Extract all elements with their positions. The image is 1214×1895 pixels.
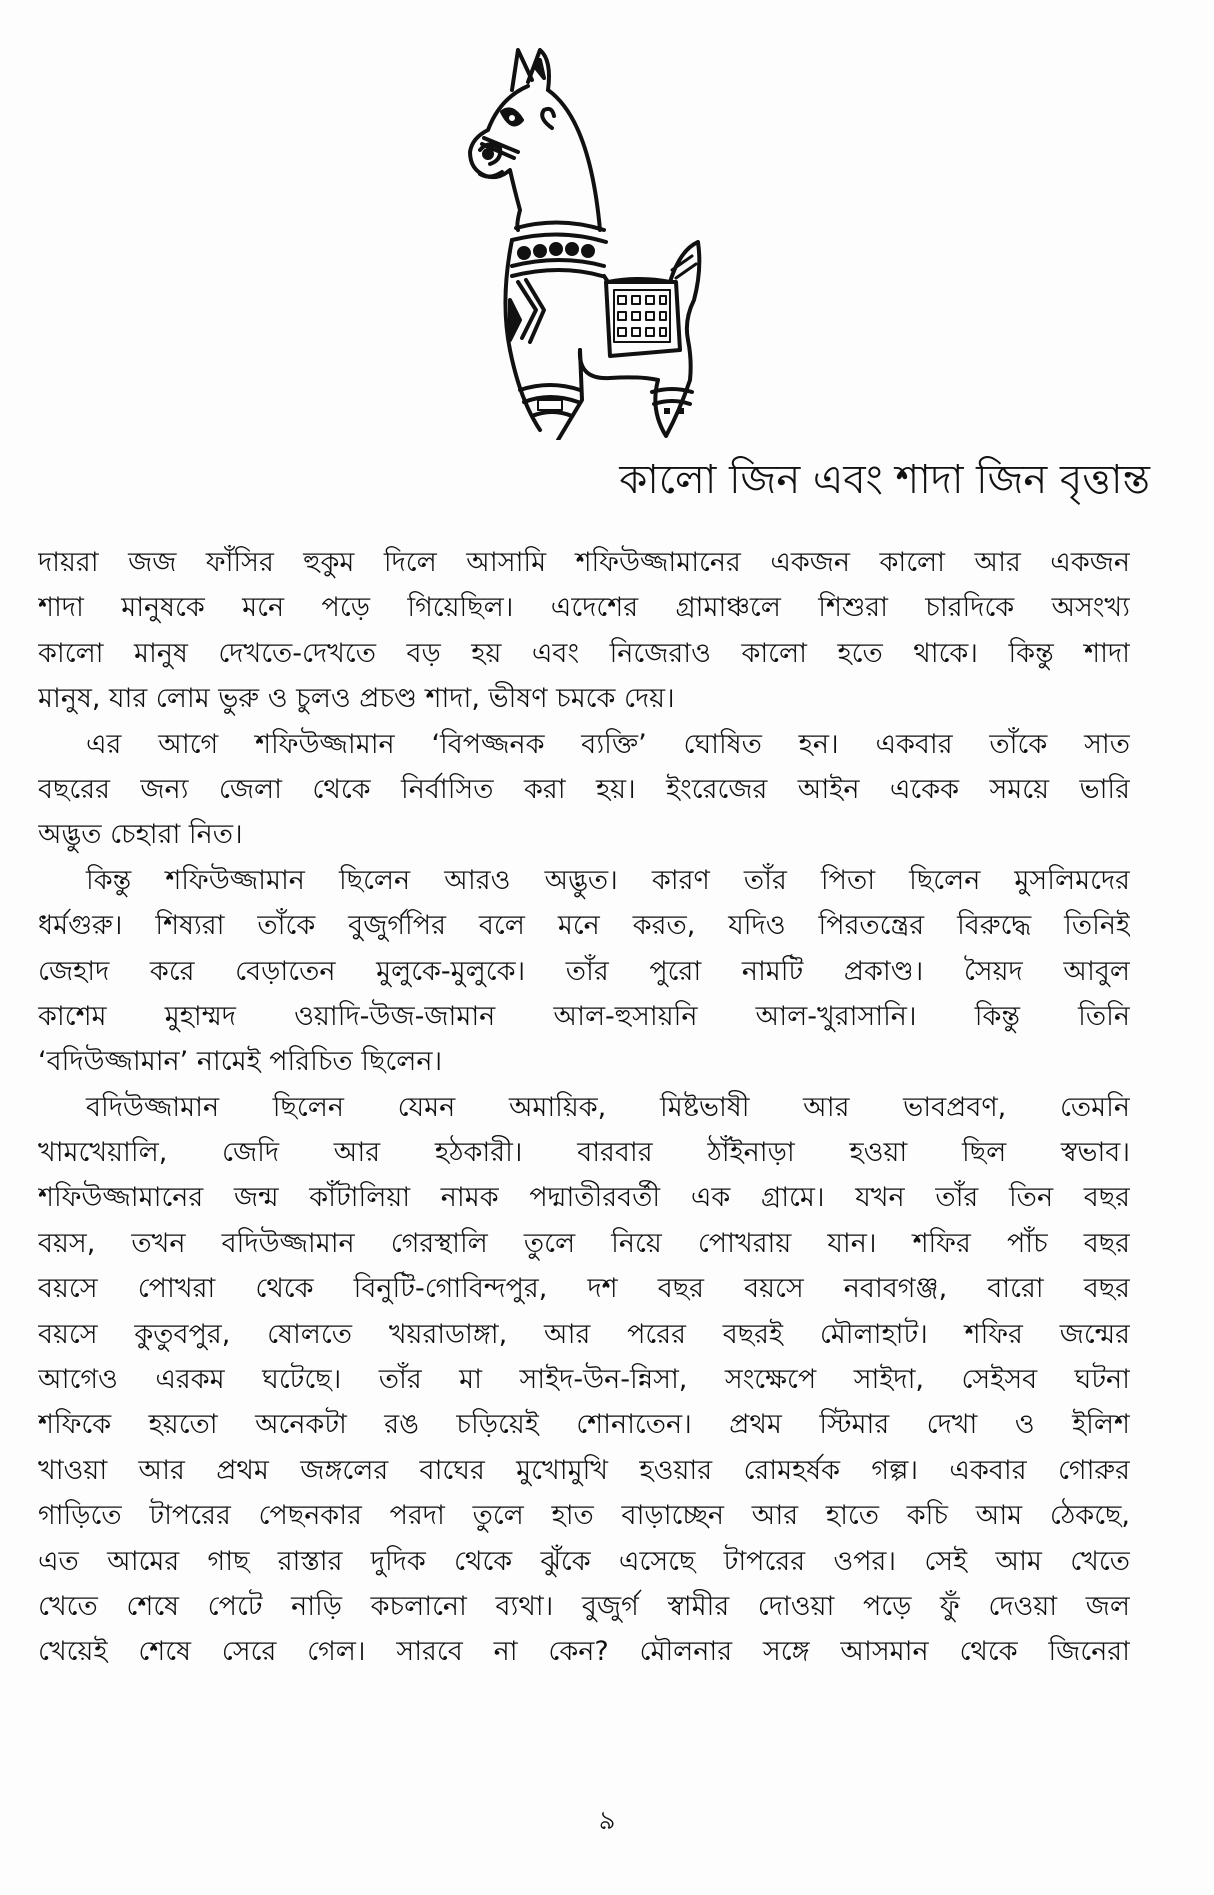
text-line: শাদা মানুষকে মনে পড়ে গিয়েছিল। এদেশের গ্রামাঞ্চলে শিশুরা চারদিকে অসংখ্য [38, 592, 1130, 624]
text-line: খাওয়া আর প্রথম জঙ্গলের বাঘের মুখোমুখি হওয়ার রোমহর্ষক গল্প। একবার গোরুর [38, 1454, 1130, 1486]
chapter-title: কালো জিন এবং শাদা জিন বৃত্তান্ত [619, 457, 1150, 503]
text-line: কিন্তু শফিউজ্জামান ছিলেন আরও অদ্ভুত। কারণ তাঁর পিতা ছিলেন মুসলিমদের [86, 864, 1130, 896]
text-line: শফিউজ্জামানের জন্ম কাঁটালিয়া নামক পদ্মাতীরবর্তী এক গ্রামে। যখন তাঁর তিন বছর [38, 1182, 1130, 1214]
text-line: অদ্ভুত চেহারা নিত। [38, 819, 243, 851]
text-line: কালো মানুষ দেখতে-দেখতে বড় হয় এবং নিজেরাও কালো হতে থাকে। কিন্তু শাদা [38, 637, 1130, 669]
text-line: বদিউজ্জামান ছিলেন যেমন অমায়িক, মিষ্টভাষী আর ভাবপ্রবণ, তেমনি [86, 1091, 1130, 1123]
body-text [38, 540, 1130, 1675]
text-line: শফিকে হয়তো অনেকটা রঙ চড়িয়েই শোনাতেন। প্রথম স্টিমার দেখা ও ইলিশ [38, 1409, 1130, 1441]
text-line: এত আমের গাছ রাস্তার দুদিক থেকে ঝুঁকে এসেছে টাপরের ওপর। সেই আম খেতে [38, 1545, 1130, 1577]
text-line: মানুষ, যার লোম ভুরু ও চুলও প্রচণ্ড শাদা, ভীষণ চমকে দেয়। [38, 683, 675, 715]
text-line: বয়সে কুতুবপুর, ষোলতে খয়রাডাঙ্গা, আর পরের বছরই মৌলাহাট। শফির জন্মের [38, 1318, 1130, 1350]
text-line: দায়রা জজ ফাঁসির হুকুম দিলে আসামি শফিউজ্জামানের একজন কালো আর একজন [38, 547, 1130, 578]
text-line: বয়স, তখন বদিউজ্জামান গেরস্থালি তুলে নিয়ে পোখরায় যান। শফির পাঁচ বছর [38, 1227, 1130, 1259]
text-line: ‘বদিউজ্জামান’ নামেই পরিচিত ছিলেন। [38, 1046, 443, 1078]
text-line: গাড়িতে টাপরের পেছনকার পরদা তুলে হাত বাড়াচ্ছেন আর হাতে কচি আম ঠেকছে, [38, 1500, 1130, 1532]
text-line: খেতে শেষে পেটে নাড়ি কচলানো ব্যথা। বুজুর্গ স্বামীর দোওয়া পড়ে ফুঁ দেওয়া জল [38, 1590, 1130, 1622]
text-line: জেহাদ করে বেড়াতেন মুলুকে-মুলুকে। তাঁর পুরো নামটি প্রকাণ্ড। সৈয়দ আবুল [38, 955, 1130, 987]
text-line: আগেও এরকম ঘটেছে। তাঁর মা সাইদ-উন-ন্নিসা, সংক্ষেপে সাইদা, সেইসব ঘটনা [38, 1364, 1130, 1396]
toy-horse-illustration [440, 20, 720, 440]
text-line: কাশেম মুহাম্মদ ওয়াদি-উজ-জামান আল-হুসায়নি আল-খুরাসানি। কিন্তু তিনি [38, 1000, 1130, 1032]
text-line: খেয়েই শেষে সেরে গেল। সারবে না কেন? মৌলনার সঙ্গে আসমান থেকে জিনেরা [38, 1636, 1130, 1668]
text-line: খামখেয়ালি, জেদি আর হঠকারী। বারবার ঠাঁইনাড়া হওয়া ছিল স্বভাব। [38, 1137, 1130, 1169]
text-line: বছরের জন্য জেলা থেকে নির্বাসিত করা হয়। ইংরেজের আইন একেক সময়ে ভারি [38, 773, 1130, 805]
text-line: ধর্মগুরু। শিষ্যরা তাঁকে বুজুর্গপির বলে মনে করত, যদিও পিরতন্ত্রের বিরুদ্ধে তিনিই [38, 910, 1130, 942]
text-line: বয়সে পোখরা থেকে বিনুটি-গোবিন্দপুর, দশ বছর বয়সে নবাবগঞ্জ, বারো বছর [38, 1273, 1130, 1305]
text-line: এর আগে শফিউজ্জামান ‘বিপজ্জনক ব্যক্তি’ ঘোষিত হন। একবার তাঁকে সাত [86, 728, 1130, 760]
page-number: ৯ [598, 1806, 616, 1836]
